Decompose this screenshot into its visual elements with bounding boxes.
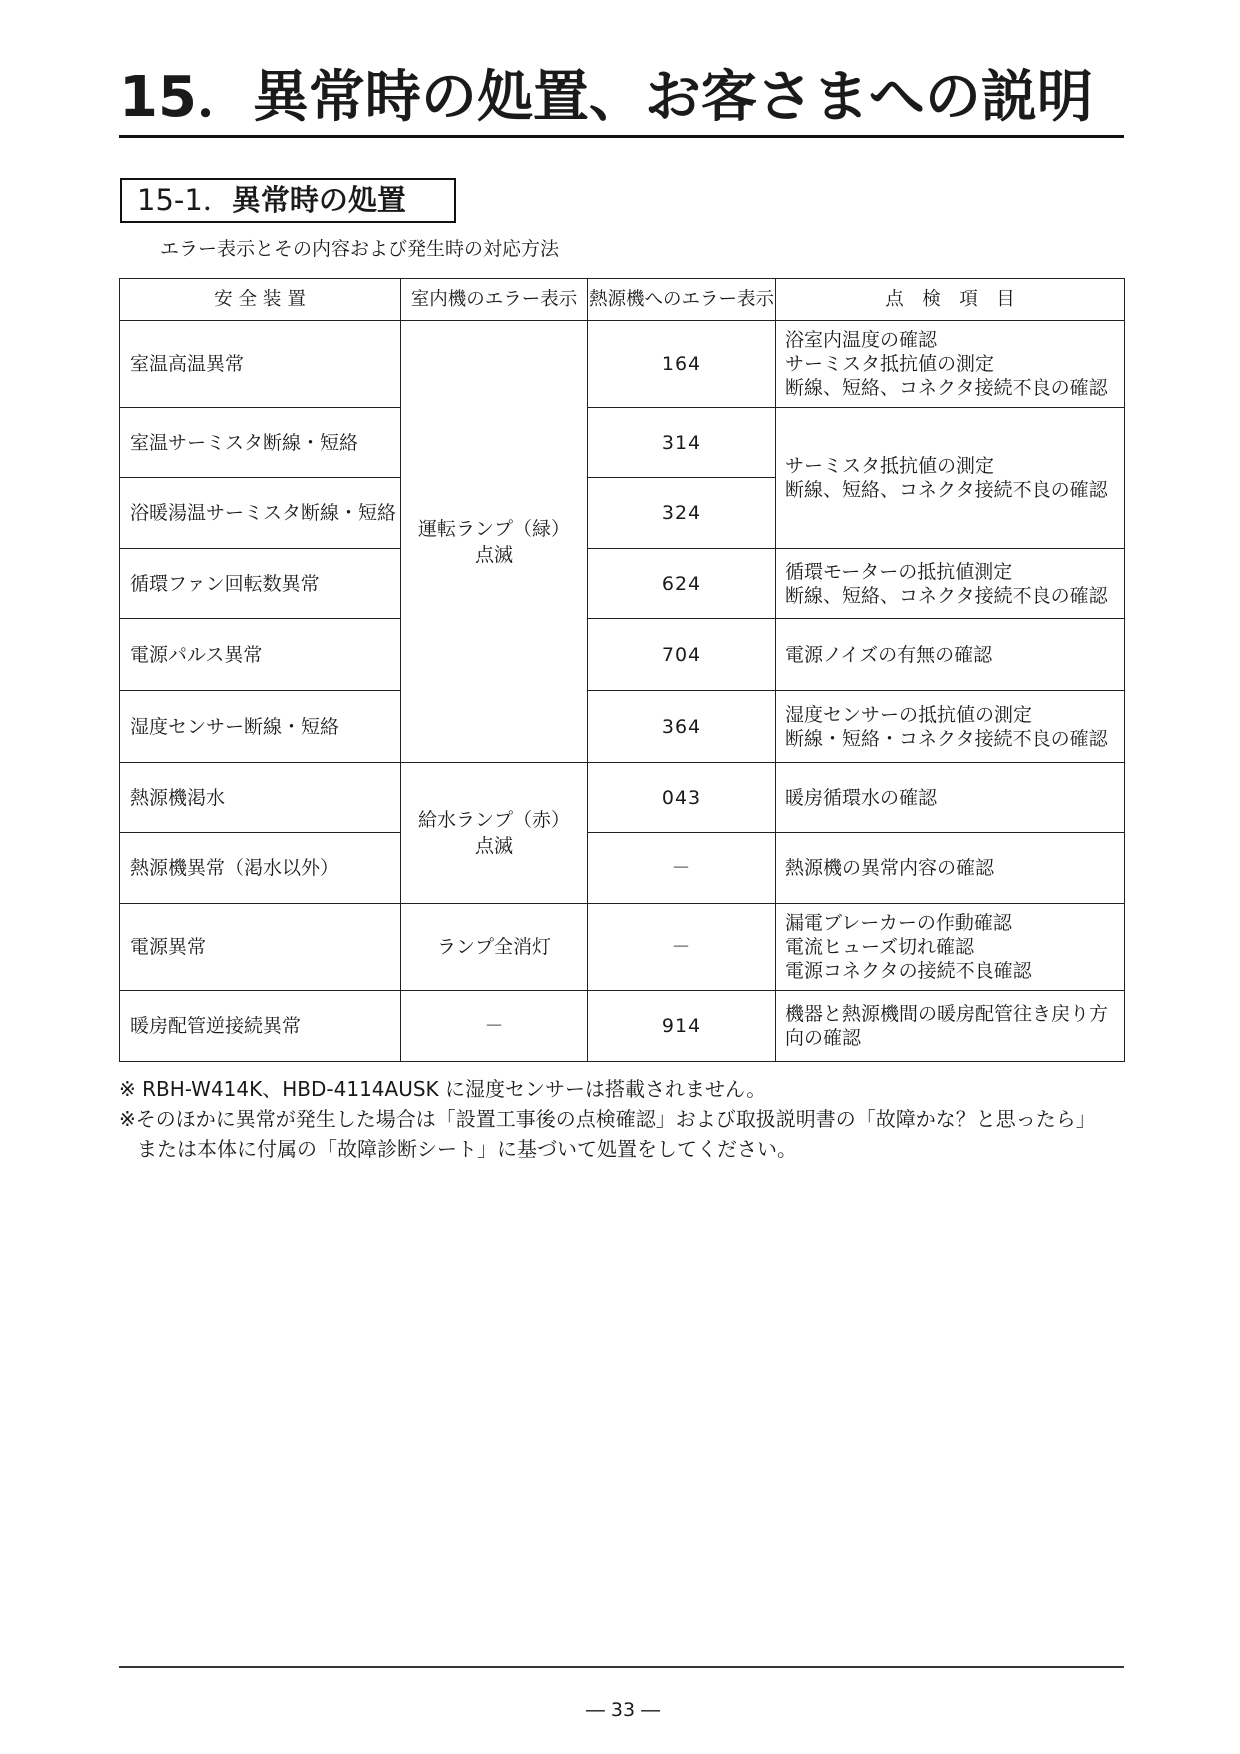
check-line: 向の確認 [785,1027,862,1049]
table-row [120,763,1125,833]
check-line: 断線、短絡、コネクタ接続不良の確認 [785,479,1108,501]
error-code-cell: 364 [588,691,776,763]
check-line: サーミスタ抵抗値の測定 [785,455,995,477]
indoor-display-cell [401,991,588,1062]
note-other-errors: ※そのほかに異常が発生した場合は「設置工事後の点検確認」および取扱説明書の「故障かな？と思ったら」 [119,1107,1096,1131]
column-header-heat-source-display: 熱源機へのエラー表示 [588,279,776,321]
device-cell: 湿度センサー断線・短絡 [120,691,401,763]
indoor-display-line: 点滅 [474,835,513,857]
indoor-display-line: 点滅 [474,543,513,566]
column-header-indoor-display: 室内機のエラー表示 [401,279,588,321]
check-line: 漏電ブレーカーの作動確認 [785,912,1012,934]
check-line: 熱源機の異常内容の確認 [785,857,995,879]
check-cell [776,991,1125,1062]
indoor-display-line: ランプ全消灯 [436,936,551,958]
title-underline [119,135,1124,138]
check-line: 断線・短絡・コネクタ接続不良の確認 [785,727,1108,750]
check-cell [776,619,1125,691]
section-heading [120,178,456,223]
check-line: 電源ノイズの有無の確認 [785,643,993,666]
table-row [120,549,1125,619]
check-line: サーミスタ抵抗値の測定 [785,353,995,375]
indoor-display-cell [401,321,588,763]
note-sensor: ※ RBH-W414K、HBD-4114AUSK に湿度センサーは搭載されません。 [119,1077,767,1101]
check-line: 浴室内温度の確認 [785,329,938,351]
device-cell: 室温サーミスタ断線・短絡 [120,408,401,478]
device-cell: 暖房配管逆接続異常 [120,991,401,1062]
device-cell: 電源異常 [120,904,401,991]
error-code-cell: 314 [588,408,776,478]
device-cell: 浴暖湯温サーミスタ断線・短絡 [120,478,401,549]
page-number: ― 33 ― [585,1699,661,1721]
check-line: 断線、短絡、コネクタ接続不良の確認 [785,377,1108,399]
error-code-cell: 324 [588,478,776,549]
indoor-display-line: 給水ランプ（赤） [417,809,570,831]
section-subtitle: エラー表示とその内容および発生時の対応方法 [160,238,560,260]
error-code-cell: － [588,904,776,991]
table-row [120,321,1125,408]
device-cell: 室温高温異常 [120,321,401,408]
device-cell: 熱源機渇水 [120,763,401,833]
table-row [120,691,1125,763]
check-line: 電源コネクタの接続不良確認 [785,960,1032,982]
table-row [120,991,1125,1062]
error-code-cell: 043 [588,763,776,833]
indoor-display-line: － [484,1015,504,1037]
note-other-errors-continued: または本体に付属の「故障診断シート」に基づいて処置をしてください。 [137,1137,797,1161]
section-number: 15-1． [137,183,232,217]
check-line: 機器と熱源機間の暖房配管往き戻り方 [785,1003,1109,1025]
check-cell [776,408,1125,549]
page-title: 15．異常時の処置、お客さまへの説明 [119,65,1093,130]
check-line: 暖房循環水の確認 [785,786,938,809]
check-cell [776,549,1125,619]
table-row [120,904,1125,991]
column-header-device: 安 全 装 置 [120,279,401,321]
check-line: 循環モーターの抵抗値測定 [785,560,1013,583]
error-code-cell: 914 [588,991,776,1062]
table-row [120,619,1125,691]
check-line: 電流ヒューズ切れ確認 [785,936,975,958]
indoor-display-cell [401,904,588,991]
check-line: 断線、短絡、コネクタ接続不良の確認 [785,584,1108,607]
check-line: 湿度センサーの抵抗値の測定 [785,703,1033,726]
check-cell [776,691,1125,763]
error-code-cell: 624 [588,549,776,619]
notes [119,1074,1096,1164]
section-title: 異常時の処置 [231,183,406,217]
device-cell: 熱源機異常（渇水以外） [120,833,401,904]
indoor-display-line: 運転ランプ（緑） [417,517,570,540]
check-cell [776,321,1125,408]
table-row [120,833,1125,904]
device-cell: 電源パルス異常 [120,619,401,691]
indoor-display-cell [401,763,588,904]
error-code-cell: 164 [588,321,776,408]
device-cell: 循環ファン回転数異常 [120,549,401,619]
table-row [120,408,1125,478]
check-cell [776,763,1125,833]
error-code-cell: － [588,833,776,904]
table-header-row [120,279,1125,321]
column-header-check-items: 点 検 項 目 [776,279,1125,321]
error-table [119,278,1125,1062]
check-cell [776,833,1125,904]
check-cell [776,904,1125,991]
footer-rule [119,1666,1124,1668]
error-code-cell: 704 [588,619,776,691]
